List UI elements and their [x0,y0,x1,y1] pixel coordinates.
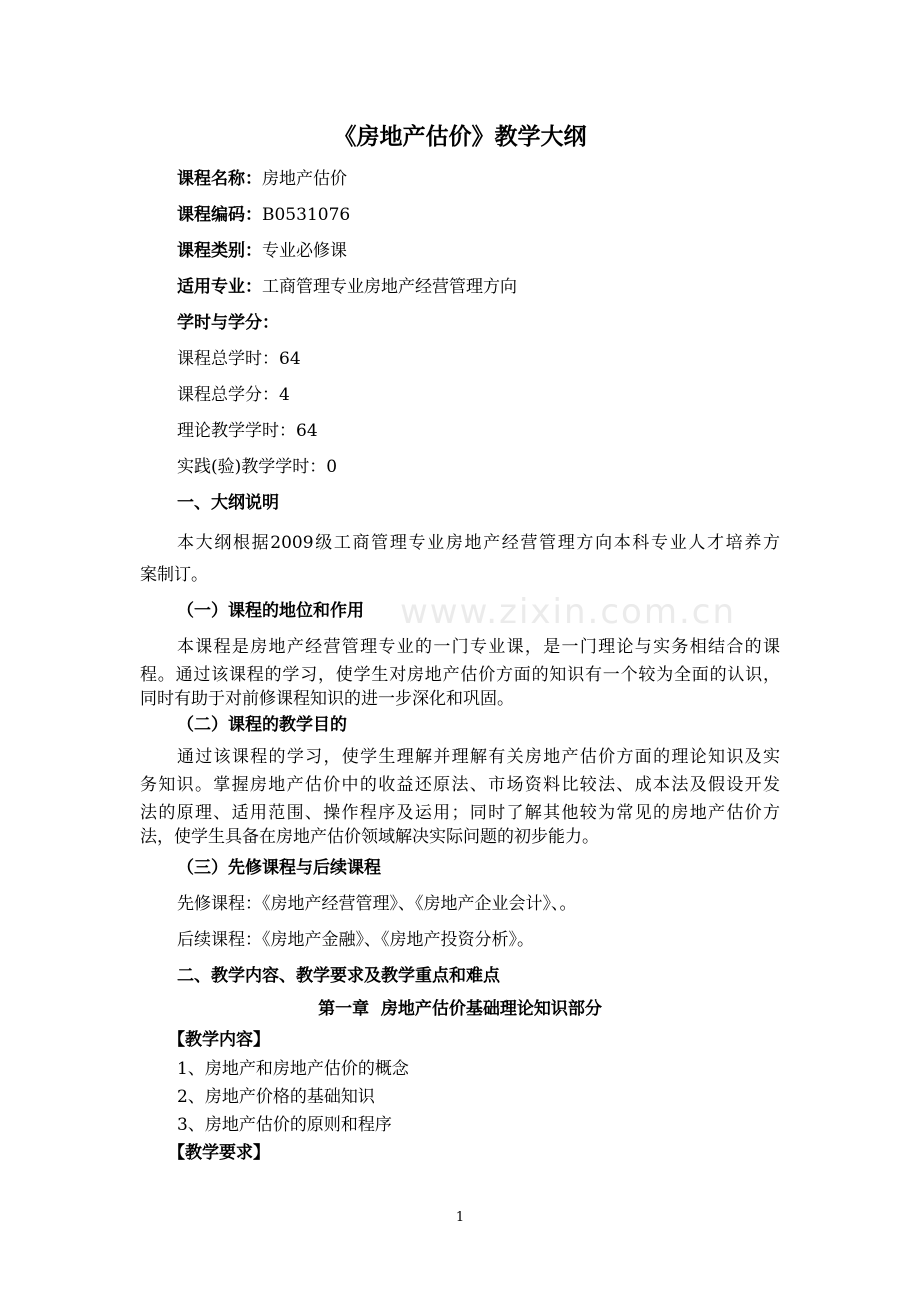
total-hours: 课程总学时：64 [177,349,301,369]
teaching-content-heading: 【教学内容】 [168,1030,270,1050]
page-number: 1 [455,1210,465,1225]
content-item: 1、房地产和房地产估价的概念 [177,1059,409,1079]
sub2-paragraph-line: 务知识。掌握房地产估价中的收益还原法、市场资料比较法、成本法及假设开发 [140,775,780,795]
total-credits: 课程总学分：4 [177,385,290,405]
followup-courses: 后续课程：《房地产金融》、《房地产投资分析》。 [177,930,534,950]
sub2-paragraph-line: 通过该课程的学习，使学生理解并理解有关房地产估价方面的理论知识及实 [177,747,780,767]
content-item: 2、房地产价格的基础知识 [177,1087,375,1107]
course-name-row [177,168,347,190]
section2-heading: 二、教学内容、教学要求及教学重点和难点 [177,966,500,986]
course-type-value: 专业必修课 [262,241,347,261]
major-label: 适用专业： [177,277,262,297]
document-title: 《房地产估价》教学大纲 [333,124,587,150]
theory-hours: 理论教学学时：64 [177,421,318,441]
sub2-paragraph-line: 法的原理、适用范围、操作程序及运用；同时了解其他较为常见的房地产估价方 [140,803,780,823]
major-row [177,276,517,298]
sub3-heading: （三）先修课程与后续课程 [177,858,381,878]
teaching-requirements-heading: 【教学要求】 [168,1143,270,1163]
course-type-row [177,240,347,262]
course-name-label: 课程名称： [177,169,262,189]
sub1-paragraph-line: 同时有助于对前修课程知识的进一步深化和巩固。 [140,689,514,709]
course-type-label: 课程类别： [177,241,262,261]
section1-heading: 一、大纲说明 [177,493,279,513]
course-code-value: B0531076 [262,205,351,225]
section1-paragraph-line: 案制订。 [140,565,208,585]
major-value: 工商管理专业房地产经营管理方向 [262,277,517,297]
hours-credits-heading: 学时与学分： [177,313,279,333]
sub1-paragraph-line: 程。通过该课程的学习，使学生对房地产估价方面的知识有一个较为全面的认识， [140,665,780,685]
course-code-row [177,204,350,226]
sub1-heading: （一）课程的地位和作用 [177,601,364,621]
course-code-label: 课程编码： [177,205,262,225]
chapter1-title: 第一章 房地产估价基础理论知识部分 [318,999,602,1019]
sub2-paragraph-line: 法，使学生具备在房地产估价领域解决实际问题的初步能力。 [140,827,599,847]
content-item: 3、房地产估价的原则和程序 [177,1115,392,1135]
sub1-paragraph-line: 本课程是房地产经营管理专业的一门专业课，是一门理论与实务相结合的课 [177,637,780,657]
section1-paragraph-line: 本大纲根据2009级工商管理专业房地产经营管理方向本科专业人才培养方 [177,533,780,553]
practice-hours: 实践(验)教学学时：0 [177,457,338,477]
prerequisite-courses: 先修课程：《房地产经营管理》、《房地产企业会计》、。 [177,894,577,914]
watermark: www.zixin.com.cn [400,592,736,632]
course-name-value: 房地产估价 [262,169,347,189]
sub2-heading: （二）课程的教学目的 [177,715,347,735]
